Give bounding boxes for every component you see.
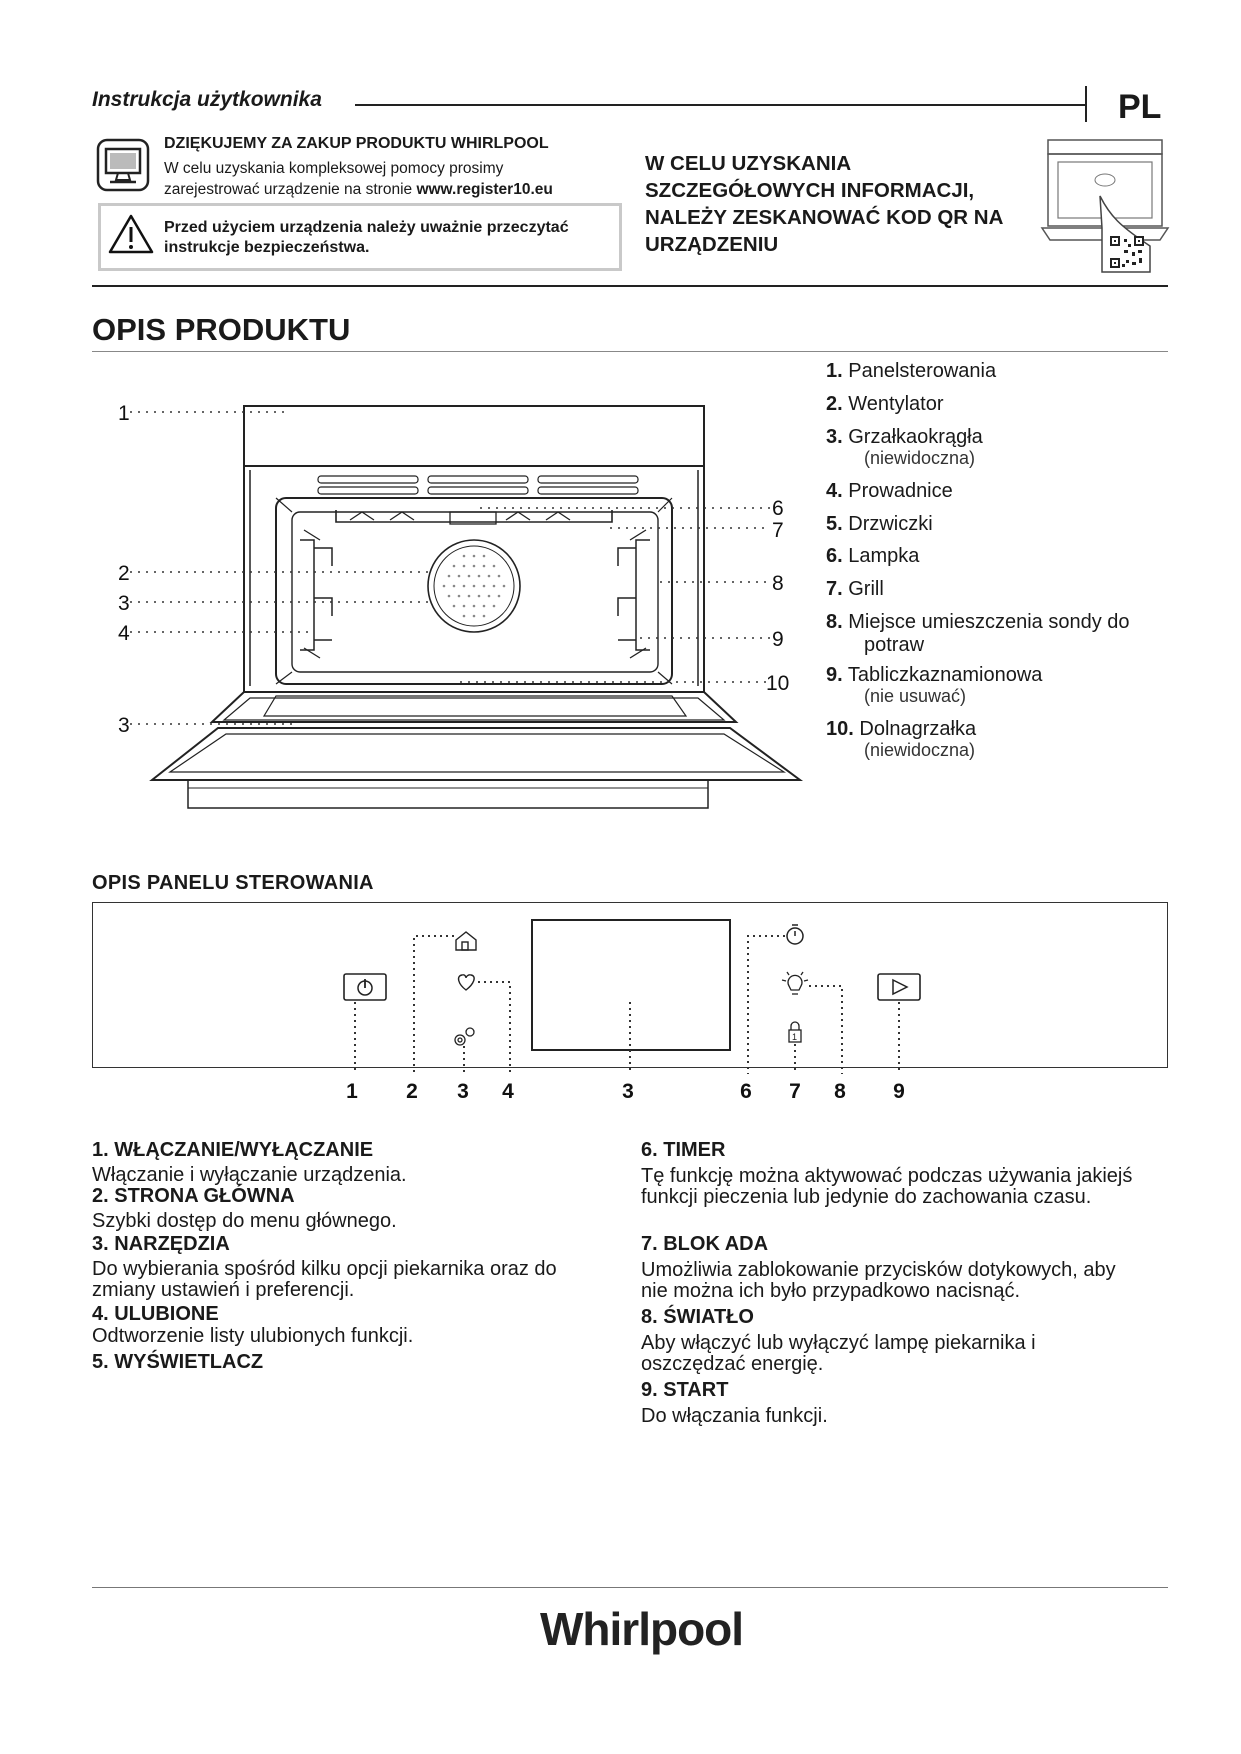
desc-heading-home: 2. STRONA GŁÓWNA bbox=[92, 1185, 295, 1207]
light-icon bbox=[782, 972, 808, 994]
legend-subtext: (niewidoczna) bbox=[864, 448, 976, 468]
home-icon bbox=[456, 932, 476, 950]
display-screen bbox=[532, 920, 730, 1050]
header-tick bbox=[1085, 86, 1087, 122]
desc-text-home: Szybki dostęp do menu głównego. bbox=[92, 1210, 397, 1232]
heart-icon bbox=[459, 975, 475, 990]
desc-text-favourites: Odtworzenie listy ulubionych funkcji. bbox=[92, 1325, 414, 1347]
panel-number: 3 bbox=[622, 1080, 634, 1103]
diagram-label-9: 9 bbox=[772, 628, 784, 651]
desc-text-timer: Tę funkcję można aktywować podczas używania jakiejś funkcji pieczenia lub jedynie do zachowania czasu. bbox=[641, 1165, 1133, 1208]
safety-warning-text: Przed użyciem urządzenia należy uważnie przeczytać instrukcje bezpieczeństwa. bbox=[164, 219, 569, 256]
legend-item: 7. Grill bbox=[826, 578, 884, 600]
diagram-label-6: 6 bbox=[772, 497, 784, 520]
tools-icon bbox=[455, 1028, 474, 1045]
diagram-label-2: 2 bbox=[118, 562, 130, 585]
legend-item: 3. Grzałkaokrągła bbox=[826, 426, 983, 448]
diagram-label-3a: 3 bbox=[118, 592, 130, 615]
legend-item: 9. Tabliczkaznamionowa bbox=[826, 664, 1043, 686]
oven-diagram bbox=[100, 390, 820, 815]
panel-number: 2 bbox=[406, 1080, 418, 1103]
language-code: PL bbox=[1118, 88, 1162, 126]
desc-heading-start: 9. START bbox=[641, 1379, 729, 1401]
legend-item: 10. Dolnagrzałka bbox=[826, 718, 977, 740]
diagram-label-1: 1 bbox=[118, 402, 130, 425]
computer-icon bbox=[96, 138, 150, 197]
legend-subtext: (niewidoczna) bbox=[864, 740, 976, 760]
desc-text-start: Do włączania funkcji. bbox=[641, 1405, 828, 1427]
svg-text:1: 1 bbox=[792, 1032, 798, 1042]
product-section-title: OPIS PRODUKTU bbox=[92, 312, 351, 347]
panel-number: 9 bbox=[893, 1080, 905, 1103]
panel-number: 7 bbox=[789, 1080, 801, 1103]
legend-item: 2. Wentylator bbox=[826, 393, 944, 415]
registration-url[interactable]: www.register10.eu bbox=[416, 181, 553, 198]
power-icon bbox=[344, 974, 386, 1000]
desc-text-light: Aby włączyć lub wyłączyć lampę piekarnika i oszczędzać energię. bbox=[641, 1332, 1036, 1375]
descriptions-left bbox=[92, 1140, 622, 1380]
legend-item: 8. Miejsce umieszczenia sondy do bbox=[826, 611, 1130, 633]
desc-heading-favourites: 4. ULUBIONE bbox=[92, 1303, 219, 1325]
panel-number: 8 bbox=[834, 1080, 846, 1103]
desc-heading-timer: 6. TIMER bbox=[641, 1139, 726, 1161]
registration-text: W celu uzyskania kompleksowej pomocy prosimy zarejestrować urządzenie na stronie www.register10.eu bbox=[164, 160, 553, 198]
legend-subtext: (nie usuwać) bbox=[864, 686, 967, 706]
lock-icon bbox=[789, 1022, 801, 1042]
diagram-label-4: 4 bbox=[118, 622, 130, 645]
desc-heading-power: 1. WŁĄCZANIE/WYŁĄCZANIE bbox=[92, 1139, 374, 1161]
panel-section-title: OPIS PANELU STEROWANIA bbox=[92, 872, 374, 894]
desc-text-lock: Umożliwia zablokowanie przycisków dotykowych, aby nie można ich było przypadkowo nacisnąć. bbox=[641, 1259, 1116, 1302]
desc-heading-light: 8. ŚWIATŁO bbox=[641, 1306, 754, 1328]
section-rule bbox=[92, 285, 1168, 287]
footer-rule bbox=[92, 1587, 1168, 1588]
diagram-label-10: 10 bbox=[766, 672, 790, 695]
qr-instruction: W CELU UZYSKANIA SZCZEGÓŁOWYCH INFORMACJI, NALEŻY ZESKANOWAĆ KOD QR NA URZĄDZENIU bbox=[645, 152, 1004, 256]
timer-icon bbox=[787, 925, 803, 944]
panel-number: 3 bbox=[457, 1080, 469, 1103]
warning-triangle-icon bbox=[108, 213, 154, 260]
diagram-label-8: 8 bbox=[772, 572, 784, 595]
desc-text-tools: Do wybierania spośród kilku opcji piekarnika oraz do zmiany ustawień i preferencji. bbox=[92, 1258, 557, 1301]
legend-item: 4. Prowadnice bbox=[826, 480, 953, 502]
diagram-label-3b: 3 bbox=[118, 714, 130, 737]
panel-number: 1 bbox=[346, 1080, 358, 1103]
oven-qr-illustration bbox=[1040, 136, 1170, 279]
desc-heading-lock: 7. BLOK ADA bbox=[641, 1233, 769, 1255]
start-icon bbox=[878, 974, 920, 1000]
whirlpool-logo: Whirlpool bbox=[540, 1603, 744, 1655]
legend-item: 5. Drzwiczki bbox=[826, 513, 933, 535]
manual-title: Instrukcja użytkownika bbox=[92, 88, 322, 111]
desc-text-power: Włączanie i wyłączanie urządzenia. bbox=[92, 1164, 407, 1186]
header-rule bbox=[355, 104, 1085, 106]
legend-item: 1. Panelsterowania bbox=[826, 360, 997, 382]
registration-title: DZIĘKUJEMY ZA ZAKUP PRODUKTU WHIRLPOOL bbox=[164, 135, 549, 152]
descriptions-right bbox=[641, 1140, 1161, 1440]
product-section-rule bbox=[92, 351, 1168, 352]
desc-heading-tools: 3. NARZĘDZIA bbox=[92, 1233, 230, 1255]
legend-item: 6. Lampka bbox=[826, 545, 920, 567]
diagram-label-7: 7 bbox=[772, 519, 784, 542]
panel-number: 4 bbox=[502, 1080, 514, 1103]
legend-subtext: potraw bbox=[864, 634, 925, 656]
panel-number: 6 bbox=[740, 1080, 752, 1103]
control-panel-diagram bbox=[92, 902, 1168, 1127]
desc-heading-display: 5. WYŚWIETLACZ bbox=[92, 1351, 264, 1373]
